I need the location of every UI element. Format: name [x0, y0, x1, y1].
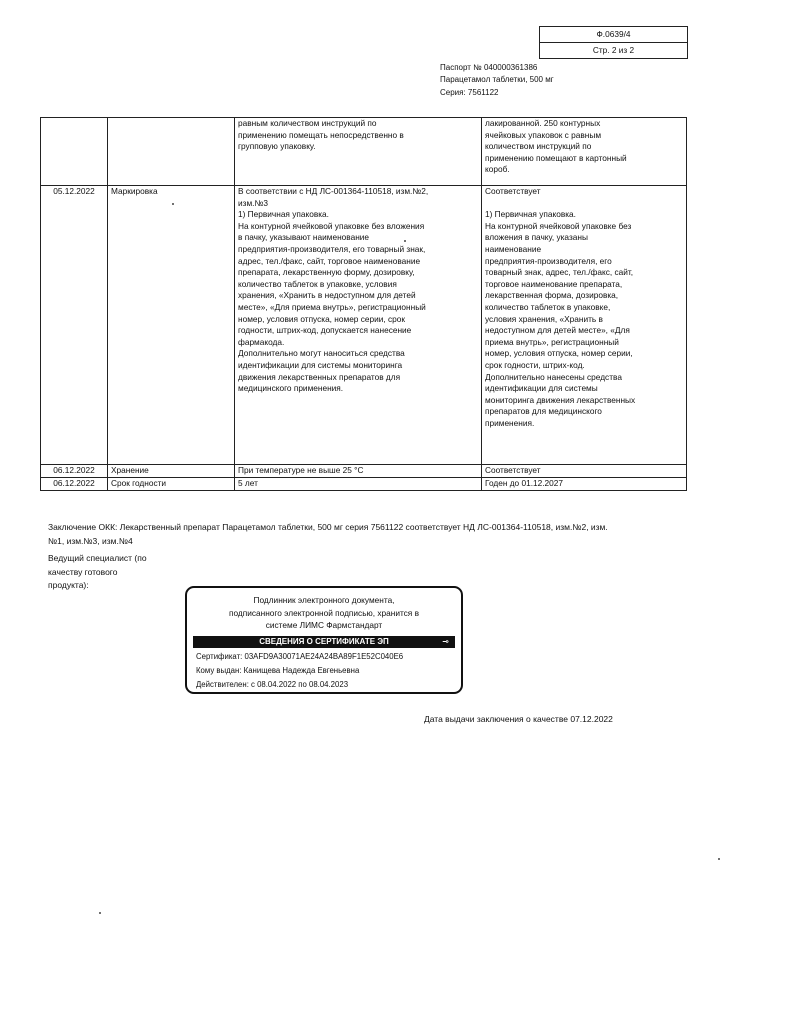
product-name: Парацетамол таблетки, 500 мг	[440, 75, 554, 85]
form-code: Ф.0639/4	[596, 29, 631, 39]
stamp-certificate-bar	[193, 636, 455, 648]
table-row	[41, 118, 687, 186]
issue-date: Дата выдачи заключения о качестве 07.12.2022	[424, 714, 613, 724]
row-indicator: Срок годности	[108, 478, 235, 491]
stamp-issued-to: Кому выдан: Канищева Надежда Евгеньевна	[196, 666, 360, 675]
row-result: лакированной. 250 контурных ячейковых упаковок с равным количеством инструкций по применению помещают в картонный короб.	[482, 118, 687, 186]
stamp-validity: Действителен: с 08.04.2022 по 08.04.2023	[196, 680, 349, 689]
quality-conclusion: Заключение ОКК: Лекарственный препарат Парацетамол таблетки, 500 мг серия 7561122 соответствует НД ЛС-001364-110518, изм.№2, изм.№1, изм.№3, изм.№4	[48, 522, 608, 546]
row-date	[41, 118, 108, 186]
passport-block	[440, 62, 554, 99]
row-date: 06.12.2022	[41, 478, 108, 491]
electronic-signature-stamp	[185, 586, 463, 694]
row-indicator	[108, 118, 235, 186]
row-requirement: При температуре не выше 25 °С	[235, 465, 482, 478]
table-row	[41, 186, 687, 465]
series-number: Серия: 7561122	[440, 87, 499, 97]
stamp-heading: Подлинник электронного документа, подписанного электронной подписью, хранится в системе ЛИМС Фармстандарт	[228, 595, 420, 631]
row-result: Соответствует 1) Первичная упаковка. На контурной ячейковой упаковке без вложения в пачку, указаны наименование предприятия-производителя, его товарный знак, адрес, тел./факс, сайт, торговое наименование препарата, лекарственная форма, дозировка, количество таблеток в упаковке, условия хранения, «Хранить в недоступном для детей месте», «Для приема внутрь», регистрационный номер, условия отпуска, номер серии, срок годности, штрих-код. Дополнительно нанесены средства идентификации для системы мониторинга движения лекарственных препаратов для медицинского применения.	[482, 186, 687, 465]
row-result: Соответствует	[482, 465, 687, 478]
row-requirement: равным количеством инструкций по применению помещать непосредственно в групповую упаковку.	[235, 118, 482, 186]
row-indicator: Маркировка	[108, 186, 235, 465]
stamp-certificate: Сертификат: 03AFD9A30071AE24A24BA89F1E52C040E6	[196, 652, 404, 661]
specialist-label: Ведущий специалист (по качеству готового продукта):	[48, 553, 147, 590]
scan-speck	[404, 240, 406, 242]
row-result: Годен до 01.12.2027	[482, 478, 687, 491]
stamp-bar-label: СВЕДЕНИЯ О СЕРТИФИКАТЕ ЭП	[259, 637, 389, 646]
scan-speck	[172, 203, 174, 205]
scan-speck	[718, 858, 720, 860]
test-results-table	[40, 117, 687, 491]
table-row	[41, 478, 687, 491]
form-code-box	[539, 26, 688, 59]
row-requirement: 5 лет	[235, 478, 482, 491]
passport-number: Паспорт № 040000361386	[440, 63, 538, 72]
key-icon: ⊸	[442, 637, 449, 646]
table-row	[41, 465, 687, 478]
row-date: 06.12.2022	[41, 465, 108, 478]
row-requirement: В соответствии с НД ЛС-001364-110518, изм.№2, изм.№3 1) Первичная упаковка. На контурной ячейковой упаковке без вложения в пачку, указывают наименование предприятия-производителя, его товарный знак, адрес, тел./факс, сайт, торговое наименование препарата, лекарственную форму, дозировку, количество таблеток в упаковке, условия хранения, «Хранить в недоступном для детей месте», «Для приема внутрь», регистрационный номер, условия отпуска, номер серии, срок годности, штрих-код, допускается нанесение фармакода. Дополнительно могут наноситься средства идентификации для системы мониторинга движения лекарственных препаратов для медицинского применения.	[235, 186, 482, 465]
page-number: Стр. 2 из 2	[540, 42, 687, 58]
row-indicator: Хранение	[108, 465, 235, 478]
row-date: 05.12.2022	[41, 186, 108, 465]
scan-speck	[99, 912, 101, 914]
